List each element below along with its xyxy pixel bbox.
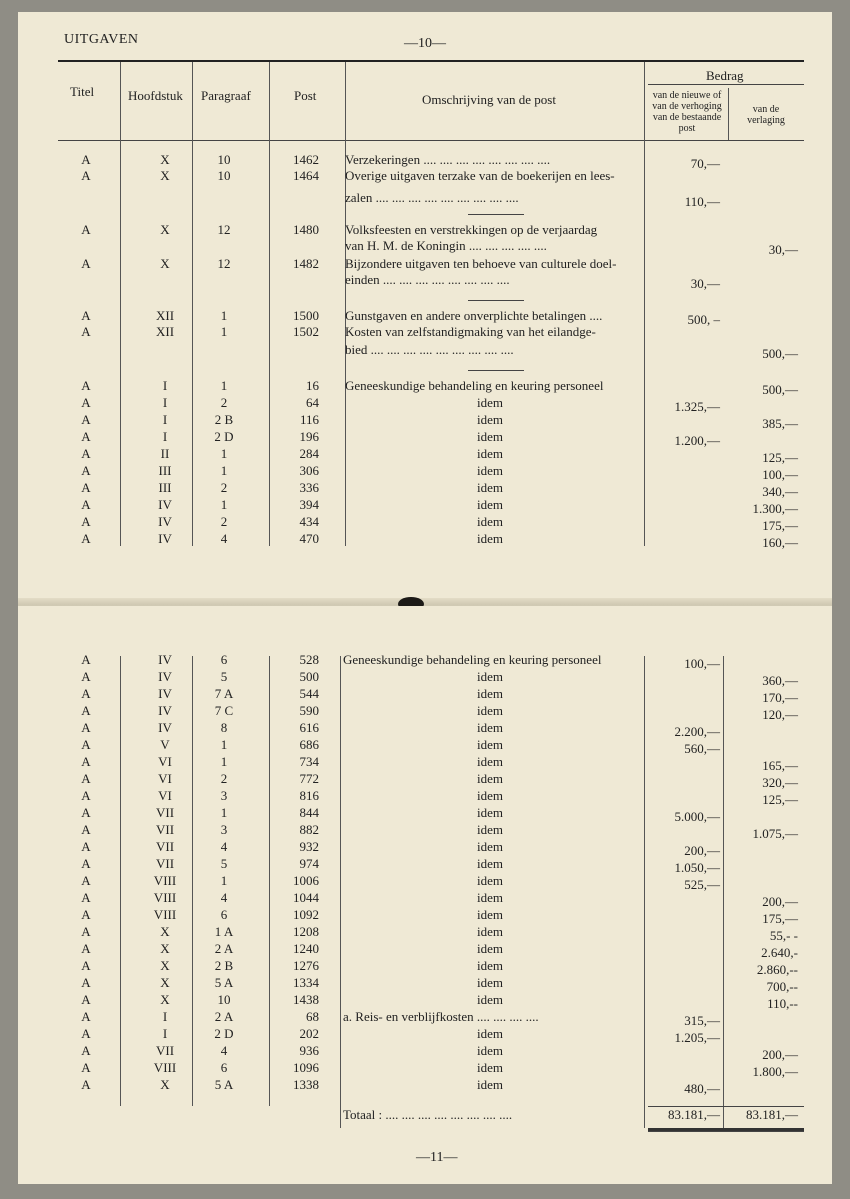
paragraaf-cell: 2 A	[214, 941, 234, 956]
verlaging-cell: 100,—	[762, 467, 798, 482]
group-separator	[468, 300, 524, 301]
hoofdstuk-cell: IV	[158, 669, 172, 684]
titel-cell: A	[81, 720, 91, 735]
col-divider	[728, 88, 729, 140]
post-cell: 1500	[293, 308, 319, 323]
verhoging-cell: 110,—	[684, 194, 720, 209]
verlaging-cell: 1.075,—	[752, 826, 798, 841]
paragraaf-cell: 2 B	[214, 412, 234, 427]
verlaging-cell: 2.860,--	[756, 962, 798, 977]
post-cell: 816	[299, 788, 319, 803]
description-cell: idem	[477, 958, 503, 973]
hoofdstuk-cell: VII	[155, 1043, 175, 1058]
col-divider	[192, 656, 193, 1106]
titel-cell: A	[81, 412, 91, 427]
hoofdstuk-cell: V	[160, 737, 170, 752]
paragraaf-cell: 1	[220, 308, 228, 323]
description-cell: idem	[477, 720, 503, 735]
post-cell: 544	[299, 686, 319, 701]
col-divider	[269, 62, 270, 546]
verhoging-cell: 100,—	[684, 656, 720, 671]
description-cell: idem	[477, 788, 503, 803]
verhoging-cell: 1.050,—	[674, 860, 720, 875]
titel-cell: A	[81, 1077, 91, 1092]
hoofdstuk-cell: II	[160, 446, 170, 461]
hoofdstuk-cell: IV	[158, 720, 172, 735]
description-cell: bied .... .... .... .... .... .... .... .... ....	[345, 342, 514, 357]
col-divider	[340, 656, 341, 1128]
hoofdstuk-cell: I	[162, 1026, 168, 1041]
titel-cell: A	[81, 497, 91, 512]
paragraaf-cell: 7 C	[214, 703, 234, 718]
paragraaf-cell: 3	[220, 822, 228, 837]
hoofdstuk-cell: IV	[158, 531, 172, 546]
description-cell: idem	[477, 531, 503, 546]
verlaging-cell: 1.800,—	[752, 1064, 798, 1079]
paragraaf-cell: 6	[220, 907, 228, 922]
post-cell: 528	[299, 652, 319, 667]
description-cell: Kosten van zelfstandigmaking van het eilandge-	[345, 324, 596, 339]
description-cell: idem	[477, 754, 503, 769]
col-divider	[723, 656, 724, 1128]
description-cell: Geneeskundige behandeling en keuring personeel	[343, 652, 602, 667]
titel-cell: A	[81, 941, 91, 956]
post-cell: 1438	[293, 992, 319, 1007]
description-cell: idem	[477, 429, 503, 444]
description-cell: idem	[477, 1026, 503, 1041]
hoofdstuk-cell: VI	[158, 771, 172, 786]
titel-cell: A	[81, 395, 91, 410]
lower-page	[18, 606, 832, 1184]
verlaging-cell: 110,--	[767, 996, 798, 1011]
paragraaf-cell: 4	[220, 531, 228, 546]
paragraaf-cell: 1	[220, 324, 228, 339]
description-cell: idem	[477, 395, 503, 410]
description-cell: idem	[477, 463, 503, 478]
verlaging-cell: 500,—	[762, 382, 798, 397]
paragraaf-cell: 10	[217, 992, 231, 1007]
titel-cell: A	[81, 805, 91, 820]
paragraaf-cell: 5 A	[214, 975, 234, 990]
verlaging-cell: 120,—	[762, 707, 798, 722]
description-cell: idem	[477, 907, 503, 922]
col-hoofdstuk-header: Hoofdstuk	[128, 88, 183, 103]
description-cell: idem	[477, 703, 503, 718]
paragraaf-cell: 4	[220, 1043, 228, 1058]
post-cell: 1240	[293, 941, 319, 956]
paragraaf-cell: 2	[220, 514, 228, 529]
hoofdstuk-cell: X	[160, 152, 170, 167]
paragraaf-cell: 2	[220, 771, 228, 786]
description-cell: einden .... .... .... .... .... .... .... ....	[345, 272, 510, 287]
description-cell: idem	[477, 1060, 503, 1075]
post-cell: 734	[299, 754, 319, 769]
col-verlaging-header: van de verlaging	[747, 104, 785, 126]
hoofdstuk-cell: IV	[158, 514, 172, 529]
verlaging-cell: 170,—	[762, 690, 798, 705]
verhoging-cell: 1.205,—	[674, 1030, 720, 1045]
post-cell: 686	[299, 737, 319, 752]
verlaging-cell: 175,—	[762, 518, 798, 533]
post-cell: 974	[299, 856, 319, 871]
titel-cell: A	[81, 480, 91, 495]
description-cell: idem	[477, 686, 503, 701]
titel-cell: A	[81, 463, 91, 478]
hoofdstuk-cell: X	[160, 256, 170, 271]
titel-cell: A	[81, 222, 91, 237]
paragraaf-cell: 10	[217, 152, 231, 167]
bedrag-rule	[648, 84, 804, 85]
post-cell: 434	[299, 514, 319, 529]
hoofdstuk-cell: VII	[155, 822, 175, 837]
col-post-header: Post	[294, 88, 317, 103]
total-verlaging: 83.181,—	[746, 1107, 798, 1122]
titel-cell: A	[81, 378, 91, 393]
post-cell: 64	[306, 395, 319, 410]
verlaging-cell: 2.640,-	[761, 945, 798, 960]
titel-cell: A	[81, 308, 91, 323]
description-cell: idem	[477, 446, 503, 461]
verlaging-cell: 165,—	[762, 758, 798, 773]
post-cell: 882	[299, 822, 319, 837]
hoofdstuk-cell: XII	[155, 308, 175, 323]
post-cell: 590	[299, 703, 319, 718]
paragraaf-cell: 1	[220, 754, 228, 769]
col-divider	[120, 62, 121, 546]
verlaging-cell: 160,—	[762, 535, 798, 550]
description-cell: van H. M. de Koningin .... .... .... .... ....	[345, 238, 547, 253]
paragraaf-cell: 10	[217, 168, 231, 183]
col-divider	[644, 656, 645, 1128]
description-cell: Overige uitgaven terzake van de boekerijen en lees-	[345, 168, 615, 183]
paragraaf-cell: 1	[220, 463, 228, 478]
description-cell: idem	[477, 924, 503, 939]
page-number: —11—	[416, 1150, 458, 1165]
hoofdstuk-cell: X	[160, 975, 170, 990]
verhoging-cell: 1.325,—	[674, 399, 720, 414]
post-cell: 1334	[293, 975, 319, 990]
post-cell: 1006	[293, 873, 319, 888]
post-cell: 936	[299, 1043, 319, 1058]
post-cell: 196	[299, 429, 319, 444]
paragraaf-cell: 5	[220, 856, 228, 871]
titel-cell: A	[81, 256, 91, 271]
paragraaf-cell: 5 A	[214, 1077, 234, 1092]
description-cell: idem	[477, 890, 503, 905]
post-cell: 470	[299, 531, 319, 546]
titel-cell: A	[81, 975, 91, 990]
hoofdstuk-cell: VIII	[153, 907, 177, 922]
description-cell: idem	[477, 856, 503, 871]
hoofdstuk-cell: X	[160, 222, 170, 237]
paragraaf-cell: 7 A	[214, 686, 234, 701]
total-label: Totaal : .... .... .... .... .... .... .... ....	[343, 1107, 513, 1122]
col-verhoging-header: van de nieuwe of van de verhoging van de bestaande post	[652, 90, 722, 134]
hoofdstuk-cell: I	[162, 378, 168, 393]
col-divider	[644, 62, 645, 546]
hoofdstuk-cell: X	[160, 168, 170, 183]
col-divider	[120, 656, 121, 1106]
description-cell: idem	[477, 514, 503, 529]
description-cell: idem	[477, 975, 503, 990]
description-cell: idem	[477, 669, 503, 684]
paragraaf-cell: 12	[217, 256, 231, 271]
post-cell: 616	[299, 720, 319, 735]
post-cell: 1092	[293, 907, 319, 922]
post-cell: 1502	[293, 324, 319, 339]
titel-cell: A	[81, 514, 91, 529]
hoofdstuk-cell: III	[158, 480, 172, 495]
description-cell: a. Reis- en verblijfkosten .... .... .... ....	[343, 1009, 539, 1024]
description-cell: idem	[477, 805, 503, 820]
hoofdstuk-cell: IV	[158, 703, 172, 718]
hoofdstuk-cell: IV	[158, 652, 172, 667]
hoofdstuk-cell: I	[162, 429, 168, 444]
description-cell: idem	[477, 1043, 503, 1058]
verlaging-cell: 1.300,—	[752, 501, 798, 516]
hoofdstuk-cell: IV	[158, 497, 172, 512]
paragraaf-cell: 2 D	[214, 1026, 234, 1041]
paragraaf-cell: 2	[220, 395, 228, 410]
titel-cell: A	[81, 446, 91, 461]
paragraaf-cell: 1	[220, 737, 228, 752]
paragraaf-cell: 1	[220, 446, 228, 461]
post-cell: 284	[299, 446, 319, 461]
paragraaf-cell: 4	[220, 890, 228, 905]
verlaging-cell: 360,—	[762, 673, 798, 688]
hoofdstuk-cell: X	[160, 941, 170, 956]
titel-cell: A	[81, 958, 91, 973]
total-double-rule	[648, 1128, 804, 1132]
col-bedrag-header: Bedrag	[706, 68, 744, 83]
verhoging-cell: 560,—	[684, 741, 720, 756]
post-cell: 844	[299, 805, 319, 820]
hoofdstuk-cell: VII	[155, 856, 175, 871]
paragraaf-cell: 1	[220, 378, 228, 393]
post-cell: 1462	[293, 152, 319, 167]
post-cell: 16	[306, 378, 319, 393]
post-cell: 394	[299, 497, 319, 512]
verlaging-cell: 200,—	[762, 894, 798, 909]
hoofdstuk-cell: X	[160, 992, 170, 1007]
verhoging-cell: 1.200,—	[674, 433, 720, 448]
verhoging-cell: 200,—	[684, 843, 720, 858]
post-cell: 1338	[293, 1077, 319, 1092]
post-cell: 1208	[293, 924, 319, 939]
paragraaf-cell: 2	[220, 480, 228, 495]
description-cell: idem	[477, 737, 503, 752]
verhoging-cell: 30,—	[690, 276, 720, 291]
post-cell: 500	[299, 669, 319, 684]
verlaging-cell: 385,—	[762, 416, 798, 431]
section-title: UITGAVEN	[64, 32, 139, 47]
verhoging-cell: 70,—	[690, 156, 720, 171]
column-header-rule	[58, 140, 804, 141]
titel-cell: A	[81, 788, 91, 803]
col-divider	[269, 656, 270, 1106]
paragraaf-cell: 1	[220, 497, 228, 512]
paragraaf-cell: 1 A	[214, 924, 234, 939]
description-cell: Bijzondere uitgaven ten behoeve van culturele doel-	[345, 256, 617, 271]
titel-cell: A	[81, 669, 91, 684]
hoofdstuk-cell: VII	[155, 805, 175, 820]
verhoging-cell: 5.000,—	[674, 809, 720, 824]
paragraaf-cell: 2 A	[214, 1009, 234, 1024]
titel-cell: A	[81, 652, 91, 667]
total-verhoging: 83.181,—	[668, 1107, 720, 1122]
post-cell: 68	[306, 1009, 319, 1024]
verlaging-cell: 200,—	[762, 1047, 798, 1062]
hoofdstuk-cell: III	[158, 463, 172, 478]
col-paragraaf-header: Paragraaf	[201, 88, 251, 103]
paragraaf-cell: 1	[220, 805, 228, 820]
description-cell: Verzekeringen .... .... .... .... .... .... .... ....	[345, 152, 551, 167]
post-cell: 1464	[293, 168, 319, 183]
titel-cell: A	[81, 703, 91, 718]
verhoging-cell: 500, –	[687, 312, 720, 327]
titel-cell: A	[81, 1043, 91, 1058]
verhoging-cell: 2.200,—	[674, 724, 720, 739]
col-titel-header: Titel	[70, 84, 95, 99]
post-cell: 202	[299, 1026, 319, 1041]
hoofdstuk-cell: IV	[158, 686, 172, 701]
description-cell: idem	[477, 480, 503, 495]
post-cell: 1482	[293, 256, 319, 271]
verhoging-cell: 315,—	[684, 1013, 720, 1028]
titel-cell: A	[81, 822, 91, 837]
post-cell: 932	[299, 839, 319, 854]
hoofdstuk-cell: X	[160, 924, 170, 939]
verlaging-cell: 30,—	[768, 242, 798, 257]
post-cell: 772	[299, 771, 319, 786]
titel-cell: A	[81, 429, 91, 444]
titel-cell: A	[81, 737, 91, 752]
paragraaf-cell: 2 D	[214, 429, 234, 444]
description-cell: Gunstgaven en andere onverplichte betalingen ....	[345, 308, 603, 323]
paragraaf-cell: 8	[220, 720, 228, 735]
hoofdstuk-cell: VIII	[153, 890, 177, 905]
verlaging-cell: 320,—	[762, 775, 798, 790]
titel-cell: A	[81, 531, 91, 546]
page-number: —10—	[404, 36, 446, 51]
paragraaf-cell: 2 B	[214, 958, 234, 973]
titel-cell: A	[81, 907, 91, 922]
verlaging-cell: 55,- -	[769, 928, 798, 943]
titel-cell: A	[81, 754, 91, 769]
group-separator	[468, 370, 524, 371]
description-cell: idem	[477, 412, 503, 427]
col-divider	[192, 62, 193, 546]
titel-cell: A	[81, 686, 91, 701]
description-cell: idem	[477, 839, 503, 854]
hoofdstuk-cell: VIII	[153, 873, 177, 888]
post-cell: 336	[299, 480, 319, 495]
post-cell: 116	[299, 412, 319, 427]
hoofdstuk-cell: I	[162, 412, 168, 427]
titel-cell: A	[81, 324, 91, 339]
col-omschrijving-header: Omschrijving van de post	[422, 92, 556, 107]
titel-cell: A	[81, 992, 91, 1007]
paragraaf-cell: 4	[220, 839, 228, 854]
hoofdstuk-cell: XII	[155, 324, 175, 339]
titel-cell: A	[81, 890, 91, 905]
titel-cell: A	[81, 168, 91, 183]
group-separator	[468, 214, 524, 215]
titel-cell: A	[81, 1060, 91, 1075]
description-cell: idem	[477, 497, 503, 512]
post-cell: 1044	[293, 890, 319, 905]
hoofdstuk-cell: VI	[158, 788, 172, 803]
description-cell: Volksfeesten en verstrekkingen op de verjaardag	[345, 222, 598, 237]
hoofdstuk-cell: VIII	[153, 1060, 177, 1075]
paragraaf-cell: 1	[220, 873, 228, 888]
titel-cell: A	[81, 1009, 91, 1024]
col-divider	[345, 62, 346, 546]
paragraaf-cell: 6	[220, 1060, 228, 1075]
description-cell: idem	[477, 992, 503, 1007]
description-cell: Geneeskundige behandeling en keuring personeel	[345, 378, 604, 393]
verlaging-cell: 340,—	[762, 484, 798, 499]
verlaging-cell: 700,--	[766, 979, 798, 994]
titel-cell: A	[81, 1026, 91, 1041]
upper-page	[18, 12, 832, 604]
hoofdstuk-cell: X	[160, 1077, 170, 1092]
description-cell: zalen .... .... .... .... .... .... .... .... ....	[345, 190, 519, 205]
header-rule	[58, 60, 804, 62]
post-cell: 1096	[293, 1060, 319, 1075]
verlaging-cell: 175,—	[762, 911, 798, 926]
titel-cell: A	[81, 152, 91, 167]
verhoging-cell: 525,—	[684, 877, 720, 892]
paragraaf-cell: 3	[220, 788, 228, 803]
verhoging-cell: 480,—	[684, 1081, 720, 1096]
verlaging-cell: 500,—	[762, 346, 798, 361]
titel-cell: A	[81, 771, 91, 786]
paragraaf-cell: 6	[220, 652, 228, 667]
titel-cell: A	[81, 873, 91, 888]
hoofdstuk-cell: I	[162, 395, 168, 410]
paragraaf-cell: 12	[217, 222, 231, 237]
post-cell: 1276	[293, 958, 319, 973]
paragraaf-cell: 5	[220, 669, 228, 684]
verlaging-cell: 125,—	[762, 792, 798, 807]
description-cell: idem	[477, 873, 503, 888]
description-cell: idem	[477, 771, 503, 786]
description-cell: idem	[477, 822, 503, 837]
verlaging-cell: 125,—	[762, 450, 798, 465]
titel-cell: A	[81, 924, 91, 939]
titel-cell: A	[81, 839, 91, 854]
titel-cell: A	[81, 856, 91, 871]
description-cell: idem	[477, 941, 503, 956]
post-cell: 1480	[293, 222, 319, 237]
hoofdstuk-cell: I	[162, 1009, 168, 1024]
post-cell: 306	[299, 463, 319, 478]
hoofdstuk-cell: VII	[155, 839, 175, 854]
hoofdstuk-cell: X	[160, 958, 170, 973]
hoofdstuk-cell: VI	[158, 754, 172, 769]
description-cell: idem	[477, 1077, 503, 1092]
